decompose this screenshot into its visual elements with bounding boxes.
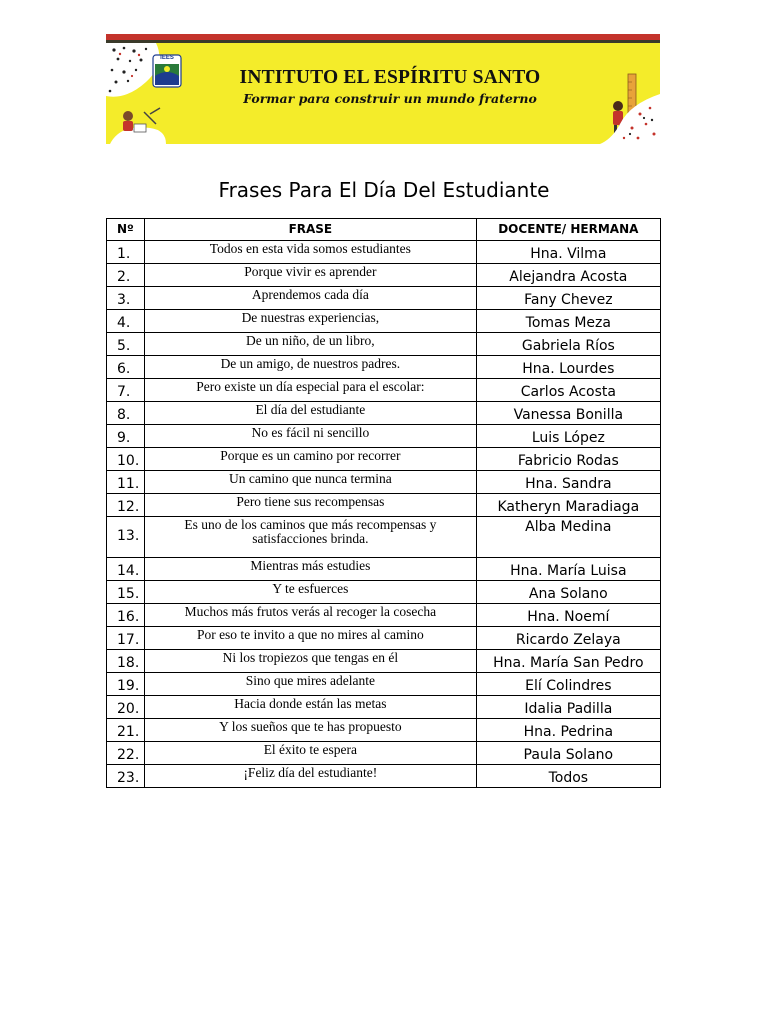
row-number: 17.	[107, 627, 145, 650]
row-docente: Gabriela Ríos	[476, 333, 660, 356]
table-row	[107, 448, 661, 471]
table-row	[107, 264, 661, 287]
school-motto: Formar para construir un mundo fraterno	[243, 91, 537, 106]
row-docente: Paula Solano	[476, 742, 660, 765]
row-frase: Pero tiene sus recompensas	[145, 494, 477, 517]
page-title: Frases Para El Día Del Estudiante	[218, 178, 550, 202]
row-number: 10.	[107, 448, 145, 471]
row-docente: Luis López	[476, 425, 660, 448]
header-frase: FRASE	[145, 219, 477, 241]
row-docente: Fabricio Rodas	[476, 448, 660, 471]
row-docente: Todos	[476, 765, 660, 788]
row-docente: Tomas Meza	[476, 310, 660, 333]
table-row	[107, 471, 661, 494]
row-number: 8.	[107, 402, 145, 425]
table-row	[107, 650, 661, 673]
row-frase: Y te esfuerces	[145, 581, 477, 604]
table-row	[107, 673, 661, 696]
student-reading-illustration-icon	[110, 102, 166, 144]
row-frase: Por eso te invito a que no mires al camino	[145, 627, 477, 650]
row-frase: Aprendemos cada día	[145, 287, 477, 310]
row-number: 7.	[107, 379, 145, 402]
row-number: 11.	[107, 471, 145, 494]
row-number: 16.	[107, 604, 145, 627]
row-number: 14.	[107, 558, 145, 581]
table-row	[107, 719, 661, 742]
row-frase: Pero existe un día especial para el escolar:	[145, 379, 477, 402]
row-number: 23.	[107, 765, 145, 788]
row-number: 18.	[107, 650, 145, 673]
row-number: 5.	[107, 333, 145, 356]
table-row	[107, 356, 661, 379]
row-frase: Porque es un camino por recorrer	[145, 448, 477, 471]
row-frase: Porque vivir es aprender	[145, 264, 477, 287]
school-name: INTITUTO EL ESPÍRITU SANTO	[239, 67, 541, 88]
row-number: 19.	[107, 673, 145, 696]
row-docente: Hna. Sandra	[476, 471, 660, 494]
dots-decoration-right-icon	[590, 94, 660, 144]
row-docente: Carlos Acosta	[476, 379, 660, 402]
row-frase: Un camino que nunca termina	[145, 471, 477, 494]
row-docente: Hna. María Luisa	[476, 558, 660, 581]
row-docente: Fany Chevez	[476, 287, 660, 310]
logo-label: IEES	[160, 55, 174, 61]
row-number: 13.	[107, 517, 145, 558]
row-number: 1.	[107, 241, 145, 264]
row-docente: Elí Colindres	[476, 673, 660, 696]
table-row	[107, 425, 661, 448]
row-docente: Hna. Lourdes	[476, 356, 660, 379]
header-num: Nº	[107, 219, 145, 241]
row-frase: De un amigo, de nuestros padres.	[145, 356, 477, 379]
row-docente: Alba Medina	[476, 517, 660, 558]
table-row	[107, 402, 661, 425]
table-row	[107, 627, 661, 650]
banner-dark-stripe	[106, 40, 660, 43]
row-number: 20.	[107, 696, 145, 719]
header-docente: DOCENTE/ HERMANA	[476, 219, 660, 241]
row-frase: ¡Feliz día del estudiante!	[145, 765, 477, 788]
row-number: 21.	[107, 719, 145, 742]
row-frase: Sino que mires adelante	[145, 673, 477, 696]
row-docente: Hna. Noemí	[476, 604, 660, 627]
row-number: 22.	[107, 742, 145, 765]
row-number: 3.	[107, 287, 145, 310]
table-row	[107, 494, 661, 517]
table-row	[107, 581, 661, 604]
row-frase: No es fácil ni sencillo	[145, 425, 477, 448]
row-docente: Idalia Padilla	[476, 696, 660, 719]
table-row	[107, 287, 661, 310]
row-docente: Vanessa Bonilla	[476, 402, 660, 425]
table-row	[107, 742, 661, 765]
table-row	[107, 558, 661, 581]
table-row	[107, 333, 661, 356]
row-docente: Alejandra Acosta	[476, 264, 660, 287]
row-frase: Hacia donde están las metas	[145, 696, 477, 719]
row-docente: Ana Solano	[476, 581, 660, 604]
table-row	[107, 765, 661, 788]
frases-table	[106, 218, 661, 788]
header-banner	[106, 34, 660, 144]
row-frase: Es uno de los caminos que más recompensas y satisfacciones brinda.	[145, 517, 477, 558]
row-number: 2.	[107, 264, 145, 287]
row-number: 9.	[107, 425, 145, 448]
row-frase: De un niño, de un libro,	[145, 333, 477, 356]
row-frase: Mientras más estudies	[145, 558, 477, 581]
row-number: 15.	[107, 581, 145, 604]
row-frase: El éxito te espera	[145, 742, 477, 765]
row-docente: Hna. Vilma	[476, 241, 660, 264]
row-frase: Todos en esta vida somos estudiantes	[145, 241, 477, 264]
row-docente: Hna. María San Pedro	[476, 650, 660, 673]
row-frase: El día del estudiante	[145, 402, 477, 425]
table-row	[107, 379, 661, 402]
table-row	[107, 696, 661, 719]
row-number: 12.	[107, 494, 145, 517]
table-row	[107, 517, 661, 558]
table-row	[107, 310, 661, 333]
row-docente: Hna. Pedrina	[476, 719, 660, 742]
row-frase: De nuestras experiencias,	[145, 310, 477, 333]
row-frase: Y los sueños que te has propuesto	[145, 719, 477, 742]
table-row	[107, 241, 661, 264]
row-frase: Ni los tropiezos que tengas en él	[145, 650, 477, 673]
row-number: 4.	[107, 310, 145, 333]
row-docente: Katheryn Maradiaga	[476, 494, 660, 517]
table-row	[107, 604, 661, 627]
table-header-row	[107, 219, 661, 241]
row-frase: Muchos más frutos verás al recoger la cosecha	[145, 604, 477, 627]
row-docente: Ricardo Zelaya	[476, 627, 660, 650]
row-number: 6.	[107, 356, 145, 379]
